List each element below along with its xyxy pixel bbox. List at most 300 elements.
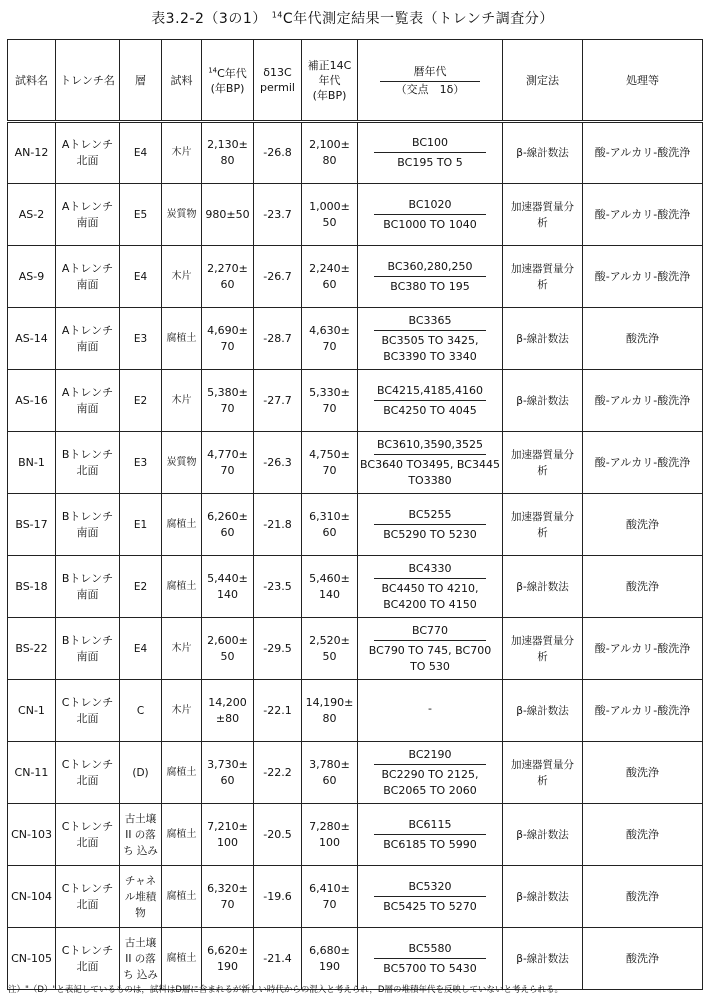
cell-corrected-error: 80 — [322, 711, 337, 725]
cell-layer: 古土壌II の落ち 込み — [120, 804, 162, 866]
cell-delta: -22.2 — [254, 742, 302, 804]
header-delta-unit: permil — [260, 81, 295, 94]
cell-layer: E2 — [120, 556, 162, 618]
cell-layer: C — [120, 680, 162, 742]
table-row — [8, 742, 703, 804]
cell-c14-age-error: 100 — [217, 835, 238, 849]
header-delta-label: δ13C — [263, 66, 292, 79]
cell-trench-line1: Aトレンチ — [61, 138, 114, 151]
cell-trench-line2: 北面 — [76, 711, 99, 725]
cell-corrected-error: 70 — [322, 897, 337, 911]
cell-c14-age — [202, 122, 254, 184]
cell-c14-age-value: 2,270± — [207, 261, 248, 275]
cell-c14-age — [202, 680, 254, 742]
table-title — [0, 8, 705, 28]
cell-sample: 木片 — [162, 618, 202, 680]
cell-cal-intercept: BC2190 — [374, 747, 486, 765]
cell-trench-line1: Cトレンチ — [61, 943, 114, 957]
title-prefix: 表3.2-2（3の1） — [151, 11, 267, 27]
cell-layer: (D) — [120, 742, 162, 804]
cell-c14-age-error: 60 — [220, 773, 235, 787]
cell-trench-line2: 南面 — [76, 215, 99, 229]
cell-trench-line2: 北面 — [76, 897, 99, 911]
cell-method — [503, 804, 583, 866]
cell-cal-age — [358, 308, 503, 370]
cell-treatment: 酸洗浄 — [583, 928, 703, 990]
cell-cal-intercept: BC100 — [374, 135, 486, 153]
cell-cal-range: BC195 TO 5 — [397, 156, 463, 169]
cell-cal-range: BC380 TO 195 — [390, 279, 470, 293]
cell-method-line1: 加速器質量分 — [511, 758, 574, 771]
cell-cal-intercept: BC770 — [374, 623, 486, 641]
cell-treatment: 酸洗浄 — [583, 308, 703, 370]
cell-cal-intercept: BC4330 — [374, 561, 486, 579]
cell-c14-age-value: 2,600± — [207, 633, 248, 647]
cell-c14-age — [202, 866, 254, 928]
cell-trench-line2: 南面 — [76, 339, 99, 353]
table-row — [8, 866, 703, 928]
cell-method-line1: 加速器質量分 — [511, 262, 574, 275]
cell-sample: 木片 — [162, 370, 202, 432]
cell-treatment: 酸-アルカリ-酸洗浄 — [583, 122, 703, 184]
cell-layer: E3 — [120, 308, 162, 370]
cell-c14-age-error: 70 — [220, 463, 235, 477]
cell-method — [503, 494, 583, 556]
cell-delta: -27.7 — [254, 370, 302, 432]
cell-trench — [56, 804, 120, 866]
cell-c14-age-value: 5,380± — [207, 385, 248, 399]
cell-corrected-error: 50 — [322, 215, 337, 229]
cell-cal-age — [358, 432, 503, 494]
cell-trench-line1: Cトレンチ — [61, 819, 114, 833]
cell-corrected-age — [302, 804, 358, 866]
cell-corrected-age — [302, 494, 358, 556]
cell-treatment: 酸-アルカリ-酸洗浄 — [583, 370, 703, 432]
cell-c14-age — [202, 494, 254, 556]
header-corrected-a: 補正14C — [307, 58, 352, 72]
cell-corrected-error: 70 — [322, 463, 337, 477]
cell-trench-line2: 南面 — [76, 277, 99, 291]
cell-c14-age-error: 60 — [220, 277, 235, 291]
cell-cal-range: BC1000 TO 1040 — [383, 217, 477, 231]
cell-c14-age — [202, 432, 254, 494]
header-c14-age-unit: (年BP) — [210, 82, 245, 96]
cell-cal-range: BC5700 TO 5430 — [383, 961, 477, 975]
cell-method-line1: 加速器質量分 — [511, 510, 574, 523]
cell-sample-name: CN-103 — [8, 804, 56, 866]
cell-cal-age — [358, 680, 503, 742]
cell-method-line2: 析 — [537, 464, 548, 477]
cell-c14-age-error: 140 — [217, 587, 238, 601]
cell-corrected-error: 50 — [322, 649, 337, 663]
cell-c14-age-value: 7,210± — [207, 819, 248, 833]
cell-method-line1: β-線計数法 — [516, 890, 569, 903]
cell-c14-age — [202, 246, 254, 308]
cell-corrected-error: 60 — [322, 525, 337, 539]
header-cal-age — [358, 40, 503, 122]
cell-trench-line1: Cトレンチ — [61, 695, 114, 709]
cell-corrected-error: 60 — [322, 277, 337, 291]
cell-corrected-value: 4,630± — [309, 323, 350, 337]
cell-cal-age — [358, 184, 503, 246]
cell-sample: 腐植土 — [162, 556, 202, 618]
cell-cal-intercept: BC6115 — [374, 817, 486, 835]
cell-cal-age — [358, 618, 503, 680]
header-cal-age-sub: （交点 1δ） — [380, 81, 480, 97]
table-row — [8, 618, 703, 680]
cell-method-line2: 析 — [537, 526, 548, 539]
cell-c14-age-value: 2,130± — [207, 138, 248, 151]
cell-cal-intercept: - — [428, 702, 432, 715]
cell-treatment: 酸-アルカリ-酸洗浄 — [583, 246, 703, 308]
cell-sample-name: BS-17 — [8, 494, 56, 556]
cell-method — [503, 246, 583, 308]
cell-method — [503, 432, 583, 494]
cell-treatment: 酸-アルカリ-酸洗浄 — [583, 618, 703, 680]
cell-treatment: 酸-アルカリ-酸洗浄 — [583, 184, 703, 246]
table-row — [8, 928, 703, 990]
cell-sample-name: AS-14 — [8, 308, 56, 370]
cell-treatment: 酸洗浄 — [583, 494, 703, 556]
cell-trench-line2: 北面 — [76, 835, 99, 849]
cell-trench — [56, 556, 120, 618]
cell-delta: -22.1 — [254, 680, 302, 742]
cell-trench-line2: 南面 — [76, 649, 99, 663]
cell-corrected-value: 3,780± — [309, 757, 350, 771]
cell-method-line1: β-線計数法 — [516, 394, 569, 407]
cell-sample-name: AS-16 — [8, 370, 56, 432]
cell-trench — [56, 494, 120, 556]
cell-delta: -23.5 — [254, 556, 302, 618]
cell-method-line1: β-線計数法 — [516, 580, 569, 593]
cell-cal-intercept: BC3365 — [374, 313, 486, 331]
header-trench-name: トレンチ名 — [56, 40, 120, 122]
cell-trench-line2: 南面 — [76, 525, 99, 539]
table-row — [8, 804, 703, 866]
cell-cal-age — [358, 742, 503, 804]
header-method: 測定法 — [503, 40, 583, 122]
cell-layer: E2 — [120, 370, 162, 432]
cell-c14-age-value: 6,620± — [207, 943, 248, 957]
cell-cal-range: BC4250 TO 4045 — [383, 403, 477, 417]
cell-cal-range: BC5290 TO 5230 — [383, 527, 477, 541]
cell-c14-age-value: 4,770± — [207, 447, 248, 461]
results-table — [7, 39, 703, 990]
cell-corrected-error: 140 — [319, 587, 340, 601]
cell-trench-line1: Aトレンチ — [61, 199, 114, 213]
cell-trench-line1: Bトレンチ — [61, 509, 114, 523]
table-row — [8, 556, 703, 618]
cell-trench — [56, 618, 120, 680]
cell-sample: 炭質物 — [162, 432, 202, 494]
table-row — [8, 308, 703, 370]
table-row — [8, 184, 703, 246]
cell-layer: 古土壌II の落ち 込み — [120, 928, 162, 990]
cell-c14-age-error: 70 — [220, 897, 235, 911]
cell-c14-age-value: 980±50 — [205, 207, 250, 221]
cell-cal-range: BC790 TO 745, BC700 TO 530 — [368, 643, 492, 673]
cell-corrected-age — [302, 556, 358, 618]
cell-sample: 木片 — [162, 246, 202, 308]
cell-trench — [56, 246, 120, 308]
cell-sample: 木片 — [162, 122, 202, 184]
cell-trench-line2: 北面 — [76, 463, 99, 477]
cell-delta: -19.6 — [254, 866, 302, 928]
cell-trench — [56, 370, 120, 432]
cell-corrected-age — [302, 432, 358, 494]
header-corrected-b: 年代 — [318, 73, 341, 87]
header-sample-name: 試料名 — [8, 40, 56, 122]
cell-treatment: 酸-アルカリ-酸洗浄 — [583, 680, 703, 742]
cell-trench — [56, 680, 120, 742]
cell-corrected-value: 5,460± — [309, 571, 350, 585]
cell-cal-intercept: BC4215,4185,4160 — [374, 383, 486, 401]
cell-trench-line1: Cトレンチ — [61, 881, 114, 895]
cell-corrected-error: 100 — [319, 835, 340, 849]
cell-trench-line1: Bトレンチ — [61, 571, 114, 585]
cell-c14-age — [202, 184, 254, 246]
cell-c14-age-value: 14,200 — [208, 695, 247, 709]
cell-cal-intercept: BC5320 — [374, 879, 486, 897]
cell-method-line1: 加速器質量分 — [511, 634, 574, 647]
cell-cal-range: BC3505 TO 3425, BC3390 TO 3340 — [381, 333, 479, 363]
cell-method — [503, 308, 583, 370]
cell-c14-age-error: 50 — [220, 649, 235, 663]
cell-corrected-age — [302, 308, 358, 370]
header-treatment: 処理等 — [583, 40, 703, 122]
cell-cal-age — [358, 928, 503, 990]
cell-corrected-age — [302, 866, 358, 928]
cell-layer: E4 — [120, 618, 162, 680]
cell-method-line1: β-線計数法 — [516, 332, 569, 345]
cell-delta: -26.7 — [254, 246, 302, 308]
cell-corrected-error: 190 — [319, 959, 340, 973]
cell-c14-age-value: 5,440± — [207, 571, 248, 585]
cell-layer: チャネ ル堆積 物 — [120, 866, 162, 928]
cell-trench-line2: 北面 — [76, 154, 99, 167]
cell-delta: -26.8 — [254, 122, 302, 184]
cell-c14-age — [202, 370, 254, 432]
cell-cal-age — [358, 804, 503, 866]
cell-c14-age — [202, 618, 254, 680]
cell-sample: 腐植土 — [162, 494, 202, 556]
cell-c14-age-error: 70 — [220, 339, 235, 353]
cell-cal-range: BC6185 TO 5990 — [383, 837, 477, 851]
cell-sample: 炭質物 — [162, 184, 202, 246]
cell-method — [503, 122, 583, 184]
cell-corrected-value: 4,750± — [309, 447, 350, 461]
cell-cal-range: BC4450 TO 4210, BC4200 TO 4150 — [381, 581, 479, 611]
cell-treatment: 酸洗浄 — [583, 866, 703, 928]
cell-delta: -26.3 — [254, 432, 302, 494]
cell-trench-line1: Bトレンチ — [61, 447, 114, 461]
cell-trench-line2: 南面 — [76, 401, 99, 415]
cell-method — [503, 680, 583, 742]
cell-method-line2: 析 — [537, 278, 548, 291]
cell-trench-line1: Cトレンチ — [61, 757, 114, 771]
table-row — [8, 246, 703, 308]
header-c14-age — [202, 40, 254, 122]
cell-corrected-error: 60 — [322, 773, 337, 787]
cell-delta: -21.4 — [254, 928, 302, 990]
cell-sample: 腐植土 — [162, 308, 202, 370]
cell-corrected-age — [302, 122, 358, 184]
cell-sample-name: BS-18 — [8, 556, 56, 618]
cell-cal-age — [358, 494, 503, 556]
cell-method-line1: 加速器質量分 — [511, 200, 574, 213]
cell-trench-line2: 南面 — [76, 587, 99, 601]
header-sample: 試料 — [162, 40, 202, 122]
cell-c14-age — [202, 928, 254, 990]
cell-corrected-value: 2,240± — [309, 261, 350, 275]
cell-corrected-age — [302, 742, 358, 804]
cell-delta: -29.5 — [254, 618, 302, 680]
cell-trench — [56, 184, 120, 246]
cell-trench-line1: Aトレンチ — [61, 385, 114, 399]
cell-sample-name: CN-11 — [8, 742, 56, 804]
cell-method — [503, 370, 583, 432]
header-cal-age-label: 暦年代 — [413, 64, 447, 78]
cell-treatment: 酸洗浄 — [583, 556, 703, 618]
header-delta — [254, 40, 302, 122]
cell-trench — [56, 308, 120, 370]
cell-cal-range: BC5425 TO 5270 — [383, 899, 477, 913]
cell-corrected-value: 6,310± — [309, 509, 350, 523]
cell-corrected-age — [302, 370, 358, 432]
cell-method-line1: β-線計数法 — [516, 704, 569, 717]
cell-cal-intercept: BC1020 — [374, 197, 486, 215]
cell-c14-age-error: 70 — [220, 401, 235, 415]
cell-cal-intercept: BC360,280,250 — [374, 259, 486, 277]
cell-corrected-value: 2,100± — [309, 138, 350, 151]
cell-sample: 腐植土 — [162, 866, 202, 928]
cell-c14-age — [202, 742, 254, 804]
cell-trench — [56, 432, 120, 494]
cell-corrected-error: 70 — [322, 339, 337, 353]
table-row — [8, 680, 703, 742]
cell-corrected-age — [302, 618, 358, 680]
cell-trench-line1: Aトレンチ — [61, 261, 114, 275]
cell-corrected-value: 5,330± — [309, 385, 350, 399]
cell-c14-age-error: ±80 — [215, 711, 240, 725]
cell-cal-age — [358, 122, 503, 184]
cell-method — [503, 742, 583, 804]
cell-c14-age-value: 6,320± — [207, 881, 248, 895]
cell-layer: E1 — [120, 494, 162, 556]
cell-method — [503, 618, 583, 680]
cell-cal-age — [358, 556, 503, 618]
cell-sample-name: AN-12 — [8, 122, 56, 184]
cell-c14-age — [202, 804, 254, 866]
cell-treatment: 酸洗浄 — [583, 742, 703, 804]
cell-method — [503, 556, 583, 618]
cell-corrected-value: 6,680± — [309, 943, 350, 957]
cell-sample-name: CN-1 — [8, 680, 56, 742]
cell-trench — [56, 742, 120, 804]
cell-corrected-value: 14,190± — [305, 695, 354, 709]
header-corrected-unit: (年BP) — [312, 88, 347, 102]
table-row — [8, 370, 703, 432]
title-main: C年代測定結果一覧表（トレンチ調査分） — [282, 11, 554, 27]
cell-method-line2: 析 — [537, 216, 548, 229]
cell-c14-age-value: 6,260± — [207, 509, 248, 523]
cell-delta: -23.7 — [254, 184, 302, 246]
cell-trench-line1: Aトレンチ — [61, 323, 114, 337]
cell-cal-age — [358, 370, 503, 432]
table-row — [8, 122, 703, 184]
cell-sample: 腐植土 — [162, 742, 202, 804]
cell-method-line2: 析 — [537, 774, 548, 787]
table-row — [8, 494, 703, 556]
header-row — [8, 40, 703, 122]
cell-method — [503, 928, 583, 990]
cell-method — [503, 184, 583, 246]
cell-method-line1: β-線計数法 — [516, 147, 569, 159]
cell-c14-age-value: 4,690± — [207, 323, 248, 337]
cell-trench — [56, 866, 120, 928]
cell-corrected-age — [302, 246, 358, 308]
cell-c14-age — [202, 556, 254, 618]
cell-method-line1: β-線計数法 — [516, 952, 569, 965]
cell-cal-intercept: BC3610,3590,3525 — [374, 437, 486, 455]
cell-corrected-value: 7,280± — [309, 819, 350, 833]
cell-c14-age — [202, 308, 254, 370]
cell-sample: 腐植土 — [162, 804, 202, 866]
cell-sample-name: BN-1 — [8, 432, 56, 494]
cell-cal-range: BC3640 TO3495, BC3445 TO3380 — [360, 457, 500, 487]
cell-layer: E3 — [120, 432, 162, 494]
cell-layer: E5 — [120, 184, 162, 246]
results-body — [8, 122, 703, 990]
cell-corrected-error: 80 — [322, 154, 337, 167]
cell-sample-name: AS-9 — [8, 246, 56, 308]
cell-corrected-error: 70 — [322, 401, 337, 415]
cell-corrected-value: 6,410± — [309, 881, 350, 895]
cell-trench-line2: 北面 — [76, 773, 99, 787]
cell-method — [503, 866, 583, 928]
cell-sample-name: CN-104 — [8, 866, 56, 928]
cell-cal-intercept: BC5255 — [374, 507, 486, 525]
cell-corrected-age — [302, 680, 358, 742]
cell-method-line1: 加速器質量分 — [511, 448, 574, 461]
cell-c14-age-error: 190 — [217, 959, 238, 973]
cell-trench-line2: 北面 — [76, 959, 99, 973]
cell-corrected-age — [302, 184, 358, 246]
cell-treatment: 酸-アルカリ-酸洗浄 — [583, 432, 703, 494]
header-layer: 層 — [120, 40, 162, 122]
cell-corrected-value: 2,520± — [309, 633, 350, 647]
cell-cal-age — [358, 866, 503, 928]
cell-layer: E4 — [120, 122, 162, 184]
cell-method-line2: 析 — [537, 650, 548, 663]
cell-corrected-value: 1,000± — [309, 199, 350, 213]
cell-corrected-age — [302, 928, 358, 990]
header-corrected-age — [302, 40, 358, 122]
cell-method-line1: β-線計数法 — [516, 828, 569, 841]
cell-treatment: 酸洗浄 — [583, 804, 703, 866]
cell-cal-intercept: BC5580 — [374, 941, 486, 959]
cell-layer: E4 — [120, 246, 162, 308]
cell-sample: 腐植土 — [162, 928, 202, 990]
title-superscript: 14 — [271, 10, 283, 20]
cell-cal-range: BC2290 TO 2125, BC2065 TO 2060 — [381, 767, 479, 797]
cell-c14-age-value: 3,730± — [207, 757, 248, 771]
cell-sample-name: BS-22 — [8, 618, 56, 680]
cell-cal-age — [358, 246, 503, 308]
cell-c14-age-error: 60 — [220, 525, 235, 539]
table-row — [8, 432, 703, 494]
cell-trench — [56, 122, 120, 184]
